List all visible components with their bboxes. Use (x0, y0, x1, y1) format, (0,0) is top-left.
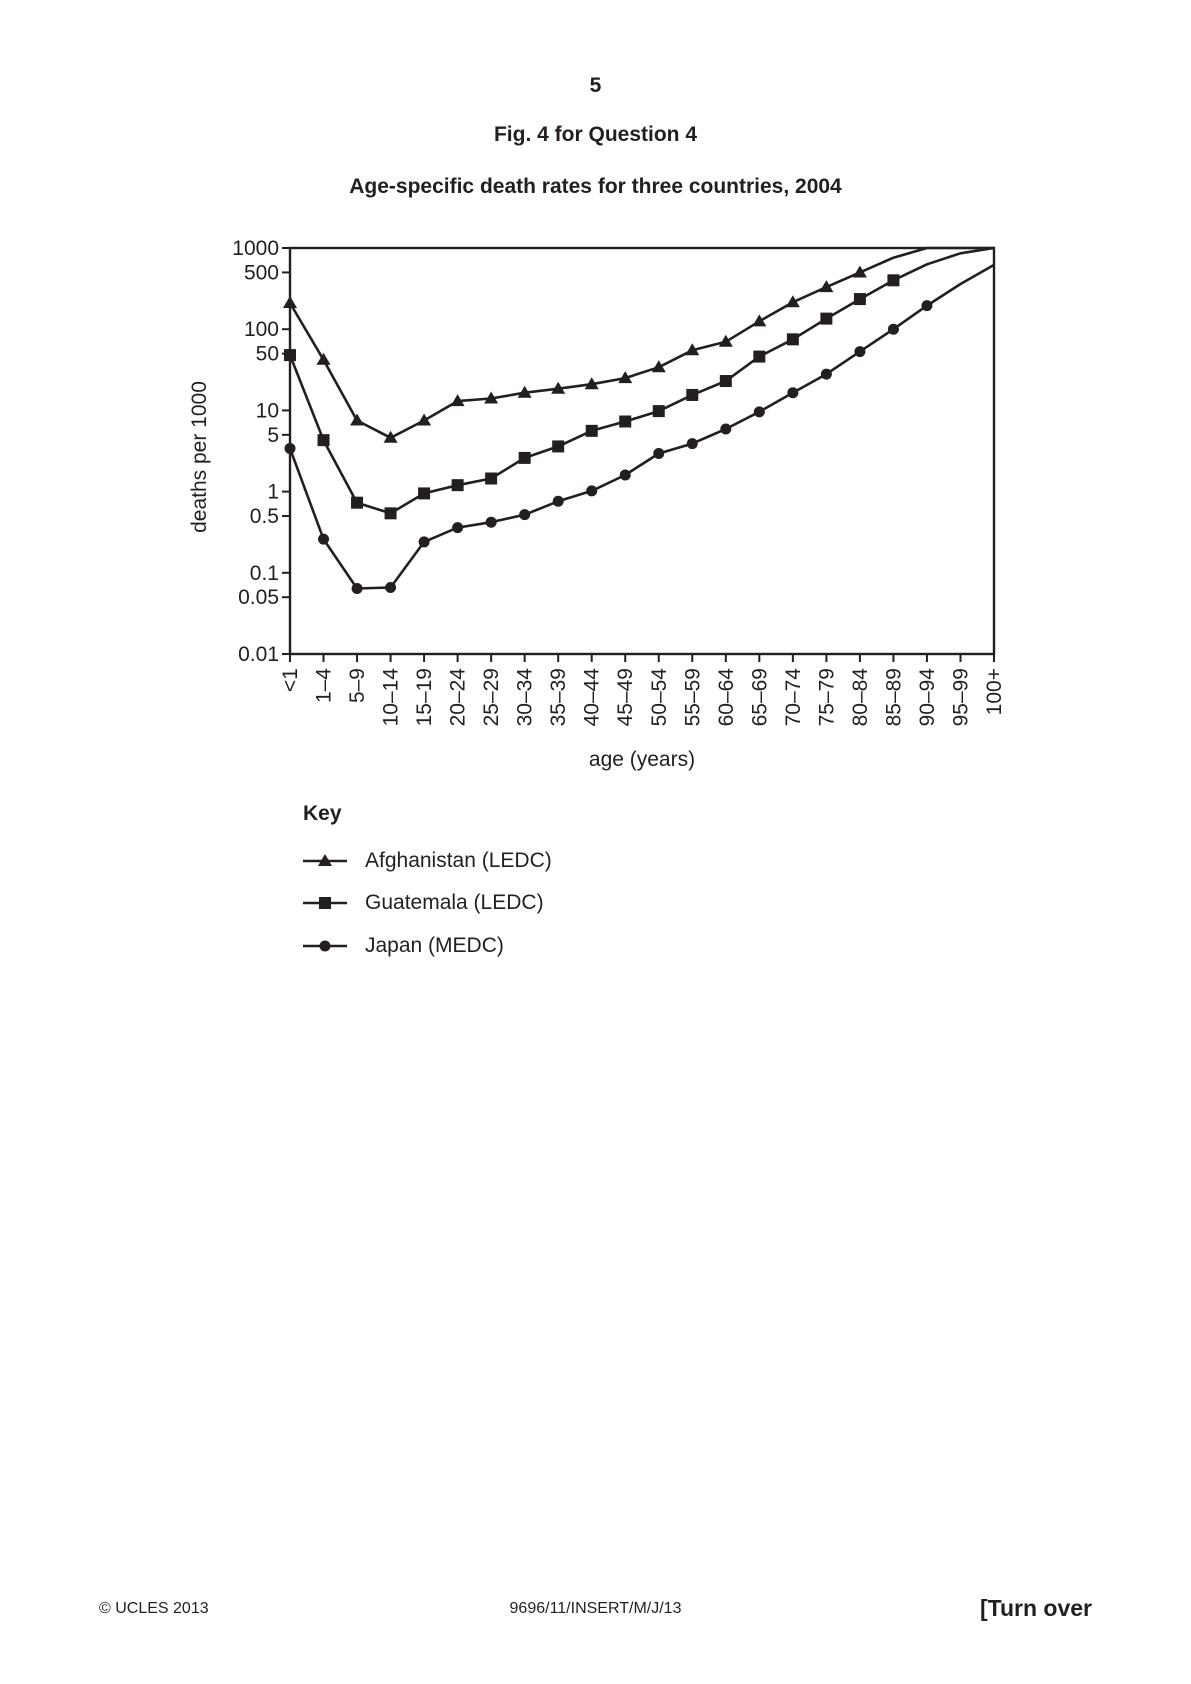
x-tick-label: 35–39 (547, 668, 571, 727)
data-point-guatemala (887, 274, 899, 286)
key-heading: Key (303, 802, 342, 825)
y-tick-label: 1000 (232, 237, 279, 260)
y-tick-label: 0.05 (238, 586, 279, 610)
x-tick-label: 60–64 (714, 668, 738, 727)
plot-frame (290, 248, 994, 654)
data-point-afghanistan (350, 414, 364, 426)
x-tick-label: 70–74 (781, 668, 805, 727)
data-point-afghanistan (384, 431, 398, 443)
data-point-japan (888, 324, 899, 335)
data-point-japan (754, 406, 765, 417)
x-tick-label: 65–69 (748, 668, 772, 727)
y-tick-label: 100 (243, 318, 279, 342)
circle-marker-icon (303, 934, 347, 958)
y-tick-label: 5 (267, 423, 279, 447)
y-tick-label: 50 (255, 342, 279, 366)
key-label-afghanistan: Afghanistan (LEDC) (365, 849, 552, 872)
x-tick-label: 10–14 (379, 668, 403, 727)
y-axis-ticks (232, 237, 290, 666)
x-tick-label: 20–24 (446, 668, 470, 727)
data-point-japan (787, 387, 798, 398)
key-label-guatemala: Guatemala (LEDC) (365, 891, 544, 914)
x-tick-label: 25–29 (480, 668, 504, 727)
series-line-japan (290, 265, 994, 589)
x-tick-label: <1 (279, 668, 302, 692)
key-item-japan (303, 932, 504, 960)
data-point-japan (854, 346, 865, 357)
data-point-japan (653, 448, 664, 459)
x-tick-label: 85–89 (882, 668, 906, 727)
data-point-guatemala (820, 313, 832, 325)
data-point-japan (419, 536, 430, 547)
data-point-afghanistan (652, 360, 666, 372)
data-point-afghanistan (417, 414, 431, 426)
x-tick-label: 50–54 (647, 668, 671, 727)
data-point-japan (921, 300, 932, 311)
y-axis-label: deaths per 1000 (188, 381, 211, 533)
page-number: 5 (589, 74, 602, 97)
x-tick-label: 15–19 (413, 668, 437, 727)
data-point-guatemala (619, 415, 631, 427)
key-label-japan: Japan (MEDC) (365, 934, 504, 957)
chart-title: Age-specific death rates for three countries, 2004 (349, 175, 842, 198)
data-point-afghanistan (317, 353, 331, 365)
square-marker-icon (303, 891, 347, 915)
data-point-guatemala (452, 479, 464, 491)
data-point-guatemala (586, 425, 598, 437)
x-tick-label: 30–34 (513, 668, 537, 727)
footer-copyright: © UCLES 2013 (99, 1600, 209, 1617)
data-point-japan (620, 470, 631, 481)
data-point-guatemala (653, 405, 665, 417)
data-point-guatemala (854, 293, 866, 305)
y-tick-label: 0.5 (249, 505, 279, 529)
x-tick-label: 80–84 (848, 668, 872, 727)
x-tick-label: 55–59 (681, 668, 705, 727)
y-tick-label: 500 (243, 261, 279, 285)
data-point-guatemala (787, 333, 799, 345)
series-layer (283, 248, 994, 594)
data-point-japan (586, 485, 597, 496)
data-point-guatemala (519, 452, 531, 464)
footer-code: 9696/11/INSERT/M/J/13 (509, 1600, 682, 1617)
x-tick-label: 100+ (983, 668, 1006, 716)
data-point-japan (720, 424, 731, 435)
x-tick-label: 40–44 (580, 668, 604, 727)
data-point-guatemala (318, 434, 330, 446)
y-tick-label: 1 (267, 480, 279, 504)
x-axis-ticks (279, 654, 1006, 726)
data-point-guatemala (351, 497, 363, 509)
x-tick-label: 5–9 (346, 668, 370, 704)
data-point-japan (821, 369, 832, 380)
data-point-japan (519, 509, 530, 520)
triangle-marker-icon (303, 849, 347, 873)
data-point-guatemala (485, 472, 497, 484)
chart (0, 0, 1191, 800)
x-tick-label: 1–4 (312, 668, 336, 704)
figure-title: Fig. 4 for Question 4 (493, 123, 698, 146)
key-item-guatemala (303, 889, 544, 917)
data-point-japan (486, 517, 497, 528)
x-axis-label: age (years) (588, 748, 696, 771)
data-point-japan (385, 582, 396, 593)
data-point-guatemala (418, 487, 430, 499)
data-point-afghanistan (752, 314, 766, 326)
key-item-afghanistan (303, 847, 552, 875)
footer-turn-over: [Turn over (979, 1595, 1092, 1621)
x-tick-label: 45–49 (614, 668, 638, 727)
y-tick-label: 10 (255, 399, 279, 423)
data-point-afghanistan (719, 335, 733, 347)
data-point-guatemala (720, 375, 732, 387)
data-point-guatemala (385, 507, 397, 519)
data-point-japan (687, 438, 698, 449)
x-tick-label: 95–99 (949, 668, 973, 727)
data-point-japan (318, 534, 329, 545)
x-tick-label: 75–79 (815, 668, 839, 727)
data-point-guatemala (686, 389, 698, 401)
x-tick-label: 90–94 (915, 668, 939, 727)
data-point-guatemala (552, 440, 564, 452)
data-point-japan (553, 496, 564, 507)
data-point-japan (352, 583, 363, 594)
y-tick-label: 0.01 (238, 643, 279, 666)
data-point-guatemala (753, 351, 765, 363)
data-point-japan (452, 522, 463, 533)
series-line-guatemala (290, 248, 994, 513)
y-tick-label: 0.1 (249, 561, 279, 585)
